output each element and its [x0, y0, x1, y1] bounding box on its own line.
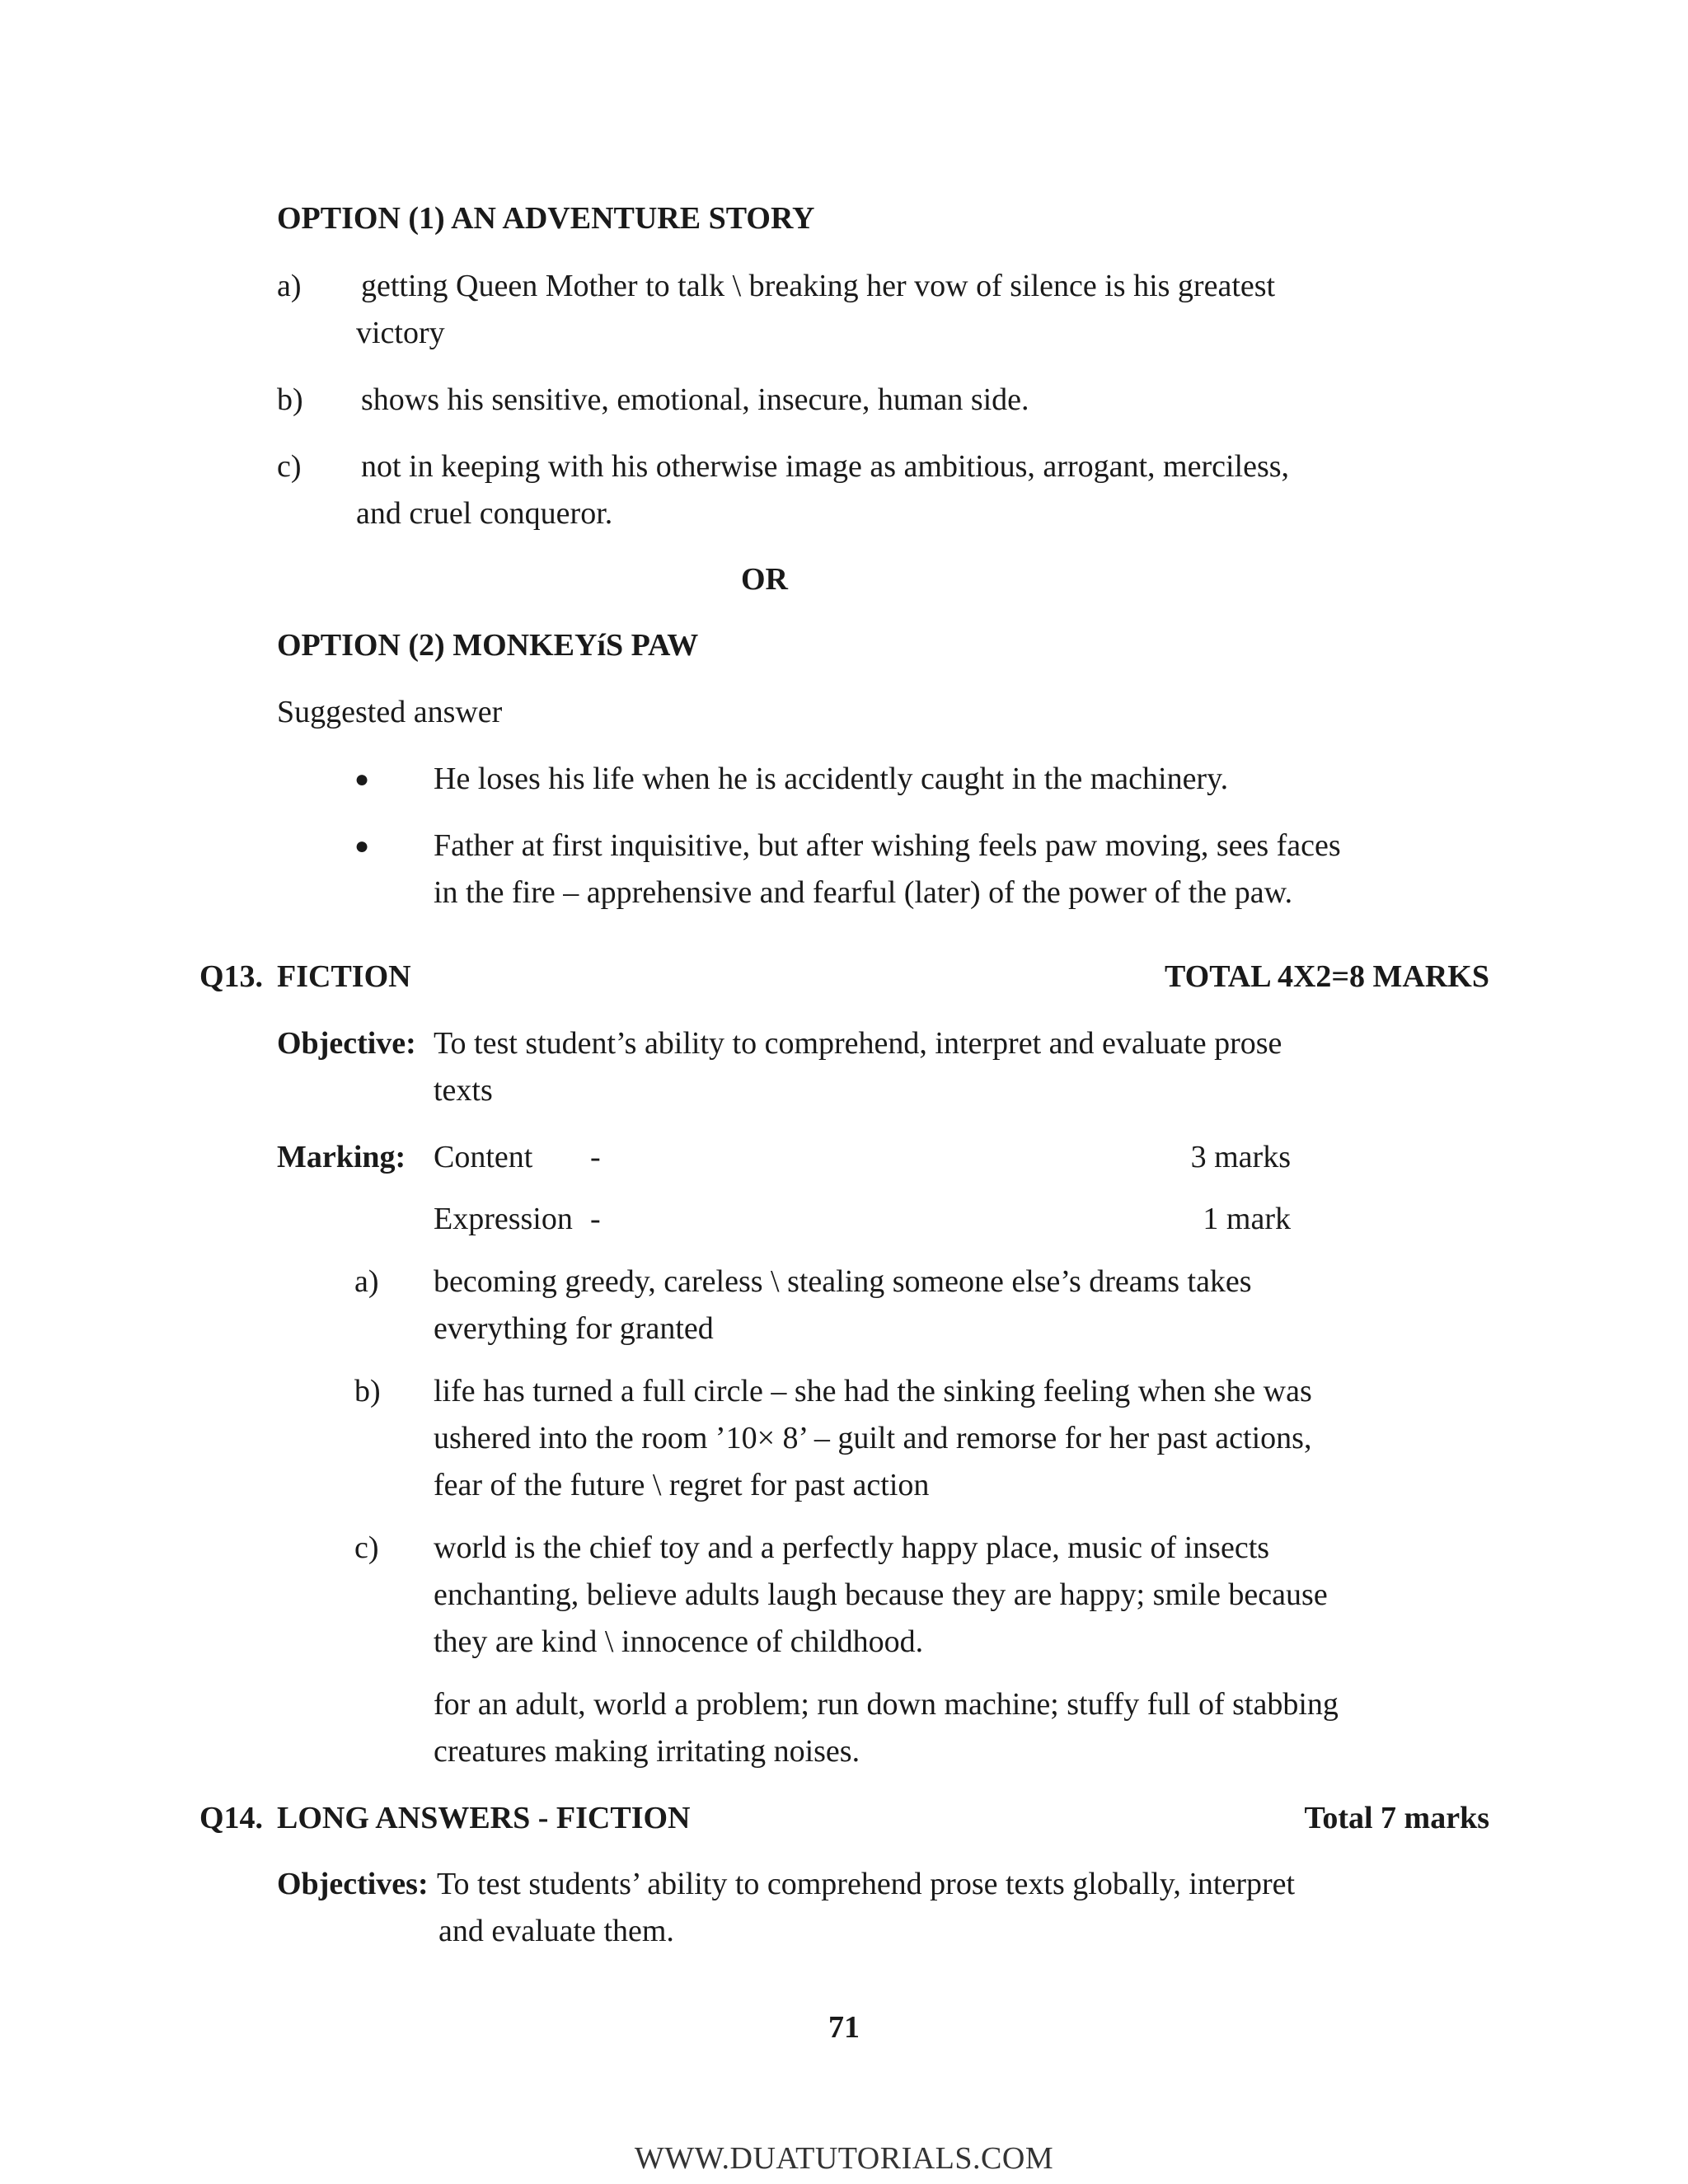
q13-answer-c-line1: world is the chief toy and a perfectly happy place, music of insects: [434, 1530, 1270, 1565]
site-footer: WWW.DUATUTORIALS.COM: [634, 2141, 1054, 2176]
q14-total-marks: Total 7 marks: [1304, 1801, 1489, 1835]
option2-bullet1-line1: He loses his life when he is accidently caught in the machinery.: [434, 762, 1229, 796]
option1-heading: OPTION (1) AN ADVENTURE STORY: [277, 201, 815, 236]
option1-item-a-label: a): [277, 269, 302, 303]
option2-bullet2-line2: in the fire – apprehensive and fearful (later) of the power of the paw.: [434, 875, 1293, 910]
q13-answer-a-line1: becoming greedy, careless \ stealing someone else’s dreams takes: [434, 1264, 1252, 1299]
q13-answer-c-label: c): [354, 1530, 379, 1565]
option1-item-a-line1: getting Queen Mother to talk \ breaking her vow of silence is his greatest: [361, 269, 1276, 303]
option1-item-c-line1: not in keeping with his otherwise image as ambitious, arrogant, merciless,: [361, 449, 1290, 484]
q14-objective-line2: and evaluate them.: [438, 1914, 674, 1948]
page-number: 71: [828, 2010, 860, 2045]
q13-objective-line1: To test student’s ability to comprehend, interpret and evaluate prose: [434, 1026, 1282, 1061]
marking-expression-marks: 1 mark: [1203, 1202, 1291, 1236]
option1-item-b-line1: shows his sensitive, emotional, insecure, human side.: [361, 382, 1029, 417]
q13-extra-line2: creatures making irritating noises.: [434, 1734, 860, 1769]
q13-answer-a-line2: everything for granted: [434, 1311, 714, 1346]
or-separator: OR: [741, 562, 788, 597]
q13-marking-label: Marking:: [277, 1140, 406, 1174]
q14-number: Q14.: [199, 1801, 264, 1835]
q14-objectives-label: Objectives:: [277, 1867, 429, 1901]
q13-objective-label: Objective:: [277, 1026, 416, 1061]
q13-extra-line1: for an adult, world a problem; run down machine; stuffy full of stabbing: [434, 1687, 1339, 1722]
marking-dash: -: [590, 1202, 601, 1236]
q13-number: Q13.: [199, 959, 264, 994]
q13-answer-b-line2: ushered into the room ’10× 8’ – guilt and remorse for her past actions,: [434, 1421, 1312, 1455]
option2-bullet2-line1: Father at first inquisitive, but after wishing feels paw moving, sees faces: [434, 828, 1341, 863]
q13-answer-c-line2: enchanting, believe adults laugh because they are happy; smile because: [434, 1577, 1328, 1612]
marking-item-content: Content: [434, 1140, 533, 1174]
q13-total-marks: TOTAL 4X2=8 MARKS: [1165, 959, 1489, 994]
bullet-icon: ●: [354, 832, 370, 860]
q13-objective-line2: texts: [434, 1073, 493, 1108]
option2-heading: OPTION (2) MONKEYíS PAW: [277, 628, 699, 663]
q13-answer-b-line1: life has turned a full circle – she had the sinking feeling when she was: [434, 1374, 1312, 1408]
bullet-icon: ●: [354, 766, 370, 793]
marking-item-expression: Expression: [434, 1202, 573, 1236]
option1-item-a-line2: victory: [356, 316, 445, 350]
q14-objective-line1: To test students’ ability to comprehend prose texts globally, interpret: [437, 1867, 1296, 1901]
q13-answer-a-label: a): [354, 1264, 379, 1299]
q13-answer-b-line3: fear of the future \ regret for past action: [434, 1468, 930, 1502]
option1-item-c-line2: and cruel conqueror.: [356, 496, 613, 531]
q13-title: FICTION: [277, 959, 411, 994]
suggested-answer-label: Suggested answer: [277, 695, 503, 729]
q13-answer-c-line3: they are kind \ innocence of childhood.: [434, 1624, 924, 1659]
marking-dash: -: [590, 1140, 601, 1174]
marking-content-marks: 3 marks: [1190, 1140, 1291, 1174]
option1-item-b-label: b): [277, 382, 303, 417]
option1-item-c-label: c): [277, 449, 302, 484]
q14-title: LONG ANSWERS - FICTION: [277, 1801, 691, 1835]
q13-answer-b-label: b): [354, 1374, 381, 1408]
